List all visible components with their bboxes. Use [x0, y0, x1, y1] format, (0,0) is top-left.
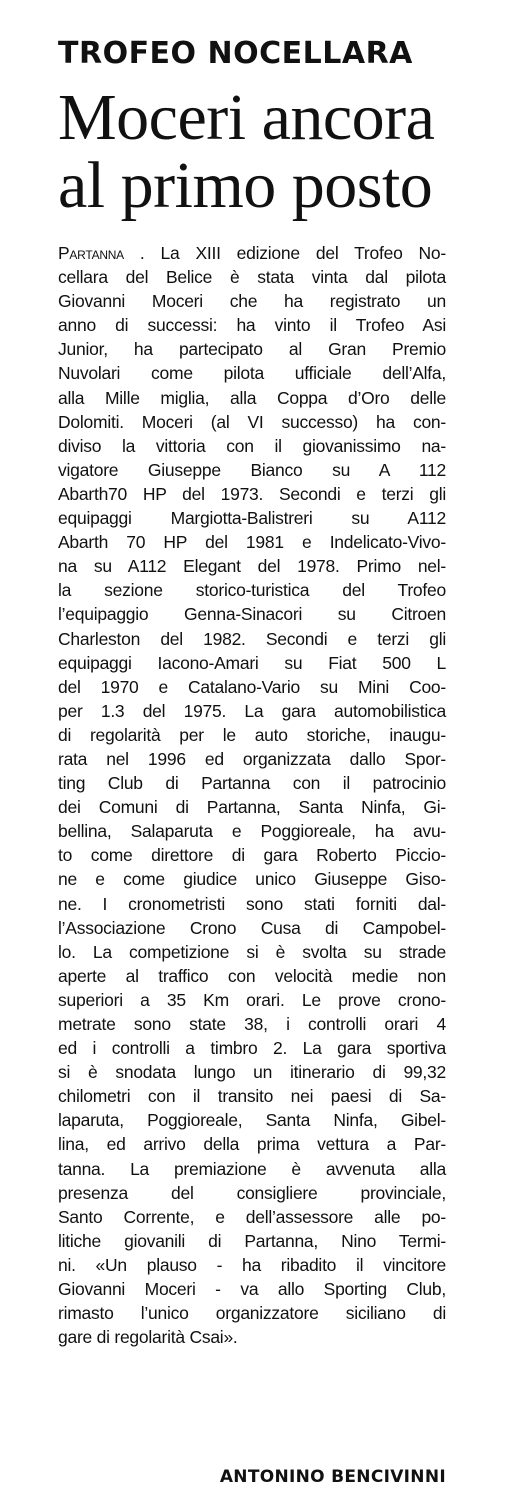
body-line: na su A112 Elegant del 1978. Primo nel-: [58, 556, 446, 577]
body-line: equipaggi Margiotta-Balistreri su A112: [58, 508, 446, 529]
body-line: presenza del consigliere provinciale,: [58, 1182, 446, 1203]
body-line: vigatore Giuseppe Bianco su A 112: [58, 459, 446, 480]
body-line: ting Club di Partanna con il patrocinio: [58, 773, 446, 794]
body-line: gare di regolarità Csai».: [58, 1327, 238, 1348]
body-line: alla Mille miglia, alla Coppa d’Oro delle: [58, 387, 446, 408]
body-line: rata nel 1996 ed organizzata dallo Spor-: [58, 748, 446, 769]
body-line: Dolomiti. Moceri (al VI successo) ha con-: [58, 411, 446, 432]
body-line: tanna. La premiazione è avvenuta alla: [58, 1158, 446, 1179]
body-line: per 1.3 del 1975. La gara automobilistica: [58, 700, 446, 721]
body-line: cellara del Belice è stata vinta dal pilota: [58, 267, 446, 288]
body-line: Giovanni Moceri - va allo Sporting Club,: [58, 1279, 446, 1300]
article-body: [58, 241, 446, 1349]
body-line: Nuvolari come pilota ufficiale dell’Alfa,: [58, 363, 446, 384]
body-line: lina, ed arrivo della prima vettura a Par-: [58, 1134, 446, 1155]
body-lines: [58, 265, 446, 1349]
body-line: Junior, ha partecipato al Gran Premio: [58, 339, 446, 360]
body-line: ni. «Un plauso - ha ribadito il vincitore: [58, 1254, 446, 1275]
body-line: aperte al traffico con velocità medie non: [58, 965, 446, 986]
body-line-first: [58, 241, 446, 265]
body-line: del 1970 e Catalano-Vario su Mini Coo-: [58, 676, 446, 697]
body-line: chilometri con il transito nei paesi di Sa-: [58, 1086, 446, 1107]
body-line: Giovanni Moceri che ha registrato un: [58, 291, 446, 312]
body-line: l’Associazione Crono Cusa di Campobel-: [58, 917, 446, 938]
body-line: dei Comuni di Partanna, Santa Ninfa, Gi-: [58, 797, 446, 818]
body-line: Charleston del 1982. Secondi e terzi gli: [58, 628, 446, 649]
body-line: laparuta, Poggioreale, Santa Ninfa, Gibel-: [58, 1110, 446, 1131]
byline: ANTONINO BENCIVINNI: [219, 1467, 446, 1487]
body-line: di regolarità per le auto storiche, inaugu-: [58, 724, 446, 745]
body-line: rimasto l’unico organizzatore siciliano di: [58, 1303, 446, 1324]
body-line: diviso la vittoria con il giovanissimo na-: [58, 435, 446, 456]
body-line: lo. La competizione si è svolta su strade: [58, 941, 446, 962]
body-line: la sezione storico-turistica del Trofeo: [58, 580, 446, 601]
headline: [58, 81, 435, 222]
body-line: to come direttore di gara Roberto Piccio-: [58, 845, 446, 866]
body-line: si è snodata lungo un itinerario di 99,32: [58, 1062, 446, 1083]
body-line: bellina, Salaparuta e Poggioreale, ha avu-: [58, 821, 446, 842]
dateline: Partanna: [58, 243, 124, 263]
body-line: equipaggi Iacono-Amari su Fiat 500 L: [58, 652, 446, 673]
body-line: ed i controlli a timbro 2. La gara sportiva: [58, 1038, 446, 1059]
kicker: TROFEO NOCELLARA: [58, 36, 413, 71]
body-line: ne e come giudice unico Giuseppe Giso-: [58, 869, 446, 890]
body-first-text: . La XIII edizione del Trofeo No-: [123, 243, 446, 263]
body-line: litiche giovanili di Partanna, Nino Termi-: [58, 1230, 446, 1251]
body-line: ne. I cronometristi sono stati forniti dal-: [58, 893, 446, 914]
body-line: Santo Corrente, e dell’assessore alle po-: [58, 1206, 446, 1227]
body-line: superiori a 35 Km orari. Le prove crono-: [58, 989, 446, 1010]
headline-line-2: al primo posto: [58, 149, 433, 222]
body-line: l’equipaggio Genna-Sinacori su Citroen: [58, 604, 446, 625]
body-line: metrate sono state 38, i controlli orari 4: [58, 1014, 446, 1034]
body-line: Abarth 70 HP del 1981 e Indelicato-Vivo-: [58, 532, 446, 553]
body-line: Abarth70 HP del 1973. Secondi e terzi gli: [58, 483, 446, 504]
body-line: anno di successi: ha vinto il Trofeo Asi: [58, 315, 446, 336]
headline-line-1: Moceri ancora: [58, 81, 435, 154]
